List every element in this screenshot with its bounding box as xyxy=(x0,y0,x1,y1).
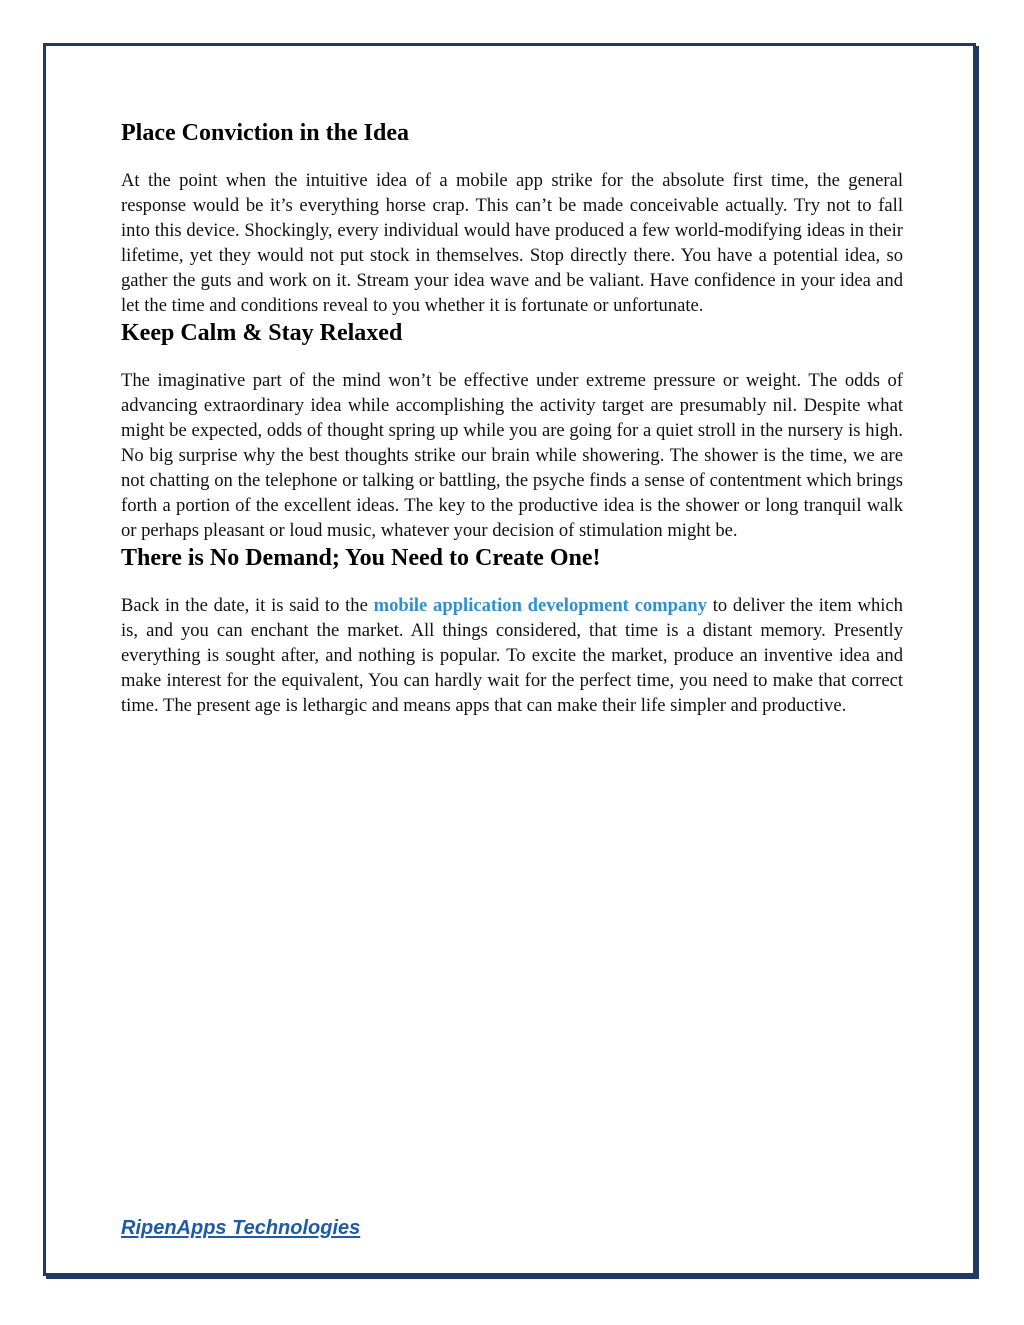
section-heading-no-demand: There is No Demand; You Need to Create One! xyxy=(121,545,601,571)
section-body-keep-calm: The imaginative part of the mind won’t be effective under extreme pressure or weight. The odds of advancing extraordinary idea while accomplishing the activity target are presumably nil. Despite what might be expected, odds of thought spring up while you are going for a quiet stroll in the nursery is high. No big surprise why the best thoughts strike our brain while showering. The shower is the time, we are not chatting on the telephone or talking or battling, the psyche finds a sense of contentment which brings forth a portion of the excellent ideas. The key to the productive idea is the shower or long tranquil walk or perhaps pleasant or loud music, whatever your decision of stimulation might be. xyxy=(121,370,903,541)
body-text-after-link: to deliver the item which is, and you can enchant the market. All things considered, that time is a distant memory. Presently everything is sought after, and nothing is popular. To excite the market, produce an inventive idea and make interest for the equivalent, You can hardly wait for the perfect time, you need to make that correct time. The present age is lethargic and means apps that can make their life simpler and productive. xyxy=(121,595,903,716)
section-heading-keep-calm: Keep Calm & Stay Relaxed xyxy=(121,320,403,346)
body-text-before-link: Back in the date, it is said to the xyxy=(121,595,374,616)
mobile-app-dev-company-link[interactable]: mobile application development company xyxy=(373,595,707,616)
footer-brand-name: RipenApps Technologies xyxy=(121,1217,361,1239)
section-body-no-demand xyxy=(121,593,903,718)
section-body-place-conviction: At the point when the intuitive idea of a mobile app strike for the absolute first time, the general response would be it’s everything horse crap. This can’t be made conceivable actually. Try not to fall into this device. Shockingly, every individual would have produced a few world-modifying ideas in their lifetime, yet they would not put stock in themselves. Stop directly there. You have a potential idea, so gather the guts and work on it. Stream your idea wave and be valiant. Have confidence in your idea and let the time and conditions reveal to you whether it is fortunate or unfortunate. xyxy=(121,170,903,316)
document-content xyxy=(121,118,903,718)
section-heading-place-conviction: Place Conviction in the Idea xyxy=(121,120,409,146)
